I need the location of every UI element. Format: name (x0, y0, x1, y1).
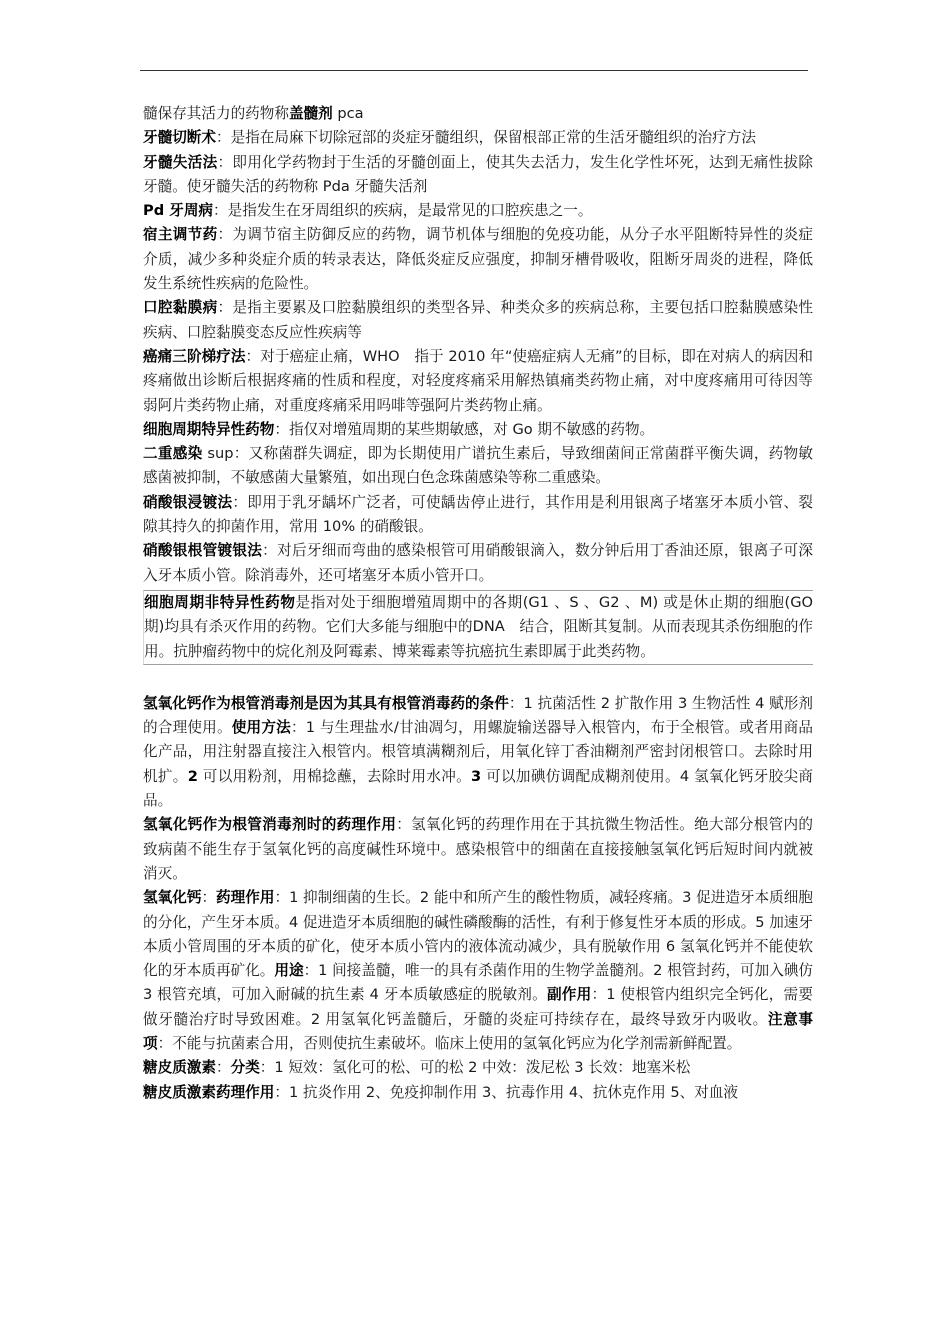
term-precautions: 注意事项 (143, 1010, 813, 1052)
term-silver-nitrate-root-canal: 硝酸银根管镀银法 (143, 542, 263, 560)
paragraph-glucocorticoid (143, 1056, 813, 1080)
term-cell-cycle-nonspecific: 细胞周期非特异性药物 (144, 593, 296, 611)
term-pulp-capping-agent: 盖髓剂 (288, 105, 333, 122)
term-glucocorticoid-pharmacology: 糖皮质激素药理作用 (143, 1083, 275, 1101)
paragraph-glucocorticoid-pharmacology (143, 1081, 813, 1105)
paragraph-text: ：1 抑制细菌的生长。2 能中和所产生的酸性物质，减轻疼痛。3 促进造牙本质细胞的分化，产生牙本质。4 促进造牙本质细胞的碱性磷酸酶的活性，有利于修复性牙本质的形成。5 加速牙本质小管周围的牙本质的矿化，使牙本质小管内的液体流动减少，具有脱敏作用 6 氢氧化钙并不能使软化的牙本质再矿化。 (143, 889, 813, 980)
paragraph-text: 髓保存其活力的药物称 (143, 105, 289, 122)
paragraph-host-modulation (143, 223, 813, 296)
paragraph-superinfection (143, 442, 813, 491)
paragraph-text: sup：又称菌群失调症，即为长期使用广谱抗生素后，导致细菌间正常菌群平衡失调，药物敏感菌被抑制，不敏感菌大量繁殖，如出现白色念珠菌感染等称二重感染。 (143, 445, 813, 487)
paragraph-pulp-capping (143, 102, 813, 126)
term-glucocorticoid: 糖皮质激素 (143, 1059, 216, 1077)
paragraph-caoh-disinfectant (143, 692, 813, 813)
paragraph-tail: pca (332, 105, 364, 122)
term-host-modulation: 宿主调节药 (143, 226, 218, 244)
paragraph-text: 可以加碘仿调配成糊剂使用。4 氢氧化钙牙胶尖商品。 (143, 767, 813, 810)
paragraph-devitalization (143, 151, 813, 200)
paragraph-text: ：对后牙细而弯曲的感染根管可用硝酸银滴入，数分钟后用丁香油还原，银离子可深入牙本质小管。除消毒外，还可堵塞牙本质小管开口。 (143, 542, 813, 584)
term-silver-nitrate-impregnation: 硝酸银浸镀法 (143, 493, 233, 511)
paragraph-text: ：1 抗炎作用 2、免疫抑制作用 3、抗毒作用 4、抗休克作用 5、对血液 (274, 1083, 739, 1101)
header-rule (140, 70, 808, 71)
paragraph-text: ：对于癌症止痛，WHO 指于 2010 年“使癌症病人无痛”的目标，即在对病人的病因和疼痛做出诊断后根据疼痛的性质和程度，对轻度疼痛采用解热镇痛类药物止痛，对中度疼痛用可待因等弱阿片类药物止痛，对重度疼痛采用吗啡等强阿片类药物止痛。 (143, 347, 813, 414)
term-caoh-disinfectant: 氢氧化钙作为根管消毒剂是因为其具有根管消毒药的条件 (143, 694, 509, 712)
term-side-effects: 副作用 (546, 986, 592, 1004)
term-periodontal-disease: Pd 牙周病 (143, 202, 214, 220)
term-classification: 分类 (230, 1059, 260, 1077)
term-pulpotomy: 牙髓切断术 (143, 129, 216, 147)
paragraph-three-step-analgesia (143, 345, 813, 418)
section-gap (143, 665, 813, 692)
paragraph-oral-mucosal-disease (143, 296, 813, 345)
term-caoh: 氢氧化钙 (143, 889, 202, 907)
paragraph-text: ：1 与生理盐水/甘油凋匀，用螺旋输送器导入根管内，布于全根管。或者用商品化产品，用注射器直接注入根管内。根管填满糊剂后，用氧化锌丁香油糊剂严密封闭根管口。去除时用机扩。 (143, 719, 813, 785)
paragraph-text: ：不能与抗菌素合用，否则使抗生素破坏。临床上使用的氢氧化钙应为化学剂需新鲜配置。 (157, 1034, 742, 1052)
term-oral-mucosal-disease: 口腔黏膜病 (143, 299, 218, 317)
paragraph-text: ：1 使根管内组织完全钙化，需要做牙髓治疗时导致困难。2 用氢氧化钙盖髓后，牙髓的炎症可持续存在，最终导致牙内吸收。 (143, 986, 813, 1028)
paragraph-periodontal-disease (143, 199, 813, 223)
paragraph-text: ：是指主要累及口腔黏膜组织的类型各异、种类众多的疾病总称，主要包括口腔黏膜感染性疾病、口腔黏膜变态反应性疾病等 (143, 299, 813, 341)
paragraph-text: ：是指在局麻下切除冠部的炎症牙髓组织，保留根部正常的生活牙髓组织的治疗方法 (215, 129, 756, 147)
paragraph-text: ：1 间接盖髓，唯一的具有杀菌作用的生物学盖髓剂。2 根管封药，可加入碘仿 3 根管充填，可加入耐碱的抗生素 4 牙本质敏感症的脱敏剂。 (143, 962, 814, 1004)
term-superinfection: 二重感染 (143, 445, 203, 463)
paragraph-text: 是指对处于细胞增殖周期中的各期(G1 、S 、G2 、M) 或是休止期的细胞(GO 期)均具有杀灭作用的药物。它们大多能与细胞中的DNA 结合，阻断其复制。从而表现其杀伤细胞的作用。抗肿瘤药物中的烷化剂及阿霉素、博莱霉素等抗癌抗生素即属于此类药物。 (144, 593, 813, 660)
paragraph-caoh (143, 886, 813, 1056)
paragraph-text: ：指仅对增殖周期的某些期敏感，对 Go 期不敏感的药物。 (274, 420, 655, 438)
paragraph-text: ： (215, 1059, 231, 1077)
paragraph-text: ：即用于乳牙龋坏广泛者，可使龋齿停止进行，其作用是利用银离子堵塞牙本质小管、裂隙其持久的抑菌作用，常用 10% 的硝酸银。 (143, 493, 813, 536)
step-number: 3 (471, 767, 482, 785)
term-pharmacological-action: 药理作用 (216, 889, 275, 907)
paragraph-text: ：1 抗菌活性 2 扩散作用 3 生物活性 4 赋形剂的合理使用。 (143, 694, 813, 737)
term-three-step-analgesia: 癌痛三阶梯疗法 (143, 347, 246, 365)
paragraph-text: ：是指发生在牙周组织的疾病，是最常见的口腔疾患之一。 (213, 202, 593, 220)
paragraph-cell-cycle-nonspecific (143, 590, 813, 665)
paragraph-caoh-pharmacology (143, 813, 813, 886)
paragraph-text: ：1 短效：氢化可的松、可的松 2 中效：泼尼松 3 长效：地塞米松 (259, 1059, 691, 1077)
term-usage-method: 使用方法 (231, 719, 291, 737)
paragraph-text: ：即用化学药物封于生活的牙髓创面上，使其失去活力，发生化学性坏死，达到无痛性拔除牙髓。使牙髓失活的药物称 Pda 牙髓失活剂 (143, 153, 813, 195)
term-caoh-pharmacology: 氢氧化钙作为根管消毒剂时的药理作用 (143, 816, 397, 834)
paragraph-text: ： (201, 889, 217, 907)
paragraph-text: 可以用粉剂，用棉捻蘸，去除时用水冲。 (197, 767, 472, 785)
step-number: 2 (187, 767, 198, 785)
document-body (143, 102, 813, 1105)
term-cell-cycle-specific: 细胞周期特异性药物 (143, 420, 275, 438)
paragraph-pulpotomy (143, 126, 813, 150)
term-uses: 用途 (274, 962, 304, 980)
paragraph-cell-cycle-specific (143, 418, 813, 442)
paragraph-text: ：为调节宿主防御反应的药物，调节机体与细胞的免疫功能，从分子水平阻断特异性的炎症介质，减少多种炎症介质的转录表达，降低炎症反应强度，抑制牙槽骨吸收，阻断牙周炎的进程，降低发生系统性疾病的危险性。 (143, 226, 813, 293)
paragraph-text: ：氢氧化钙的药理作用在于其抗微生物活性。绝大部分根管内的致病菌不能生存于氢氧化钙的高度碱性环境中。感染根管中的细菌在直接接触氢氧化钙后短时间内就被消灭。 (143, 816, 813, 882)
paragraph-silver-nitrate-root-canal (143, 539, 813, 588)
term-devitalization: 牙髓失活法 (143, 153, 218, 171)
paragraph-silver-nitrate-impregnation (143, 491, 813, 540)
